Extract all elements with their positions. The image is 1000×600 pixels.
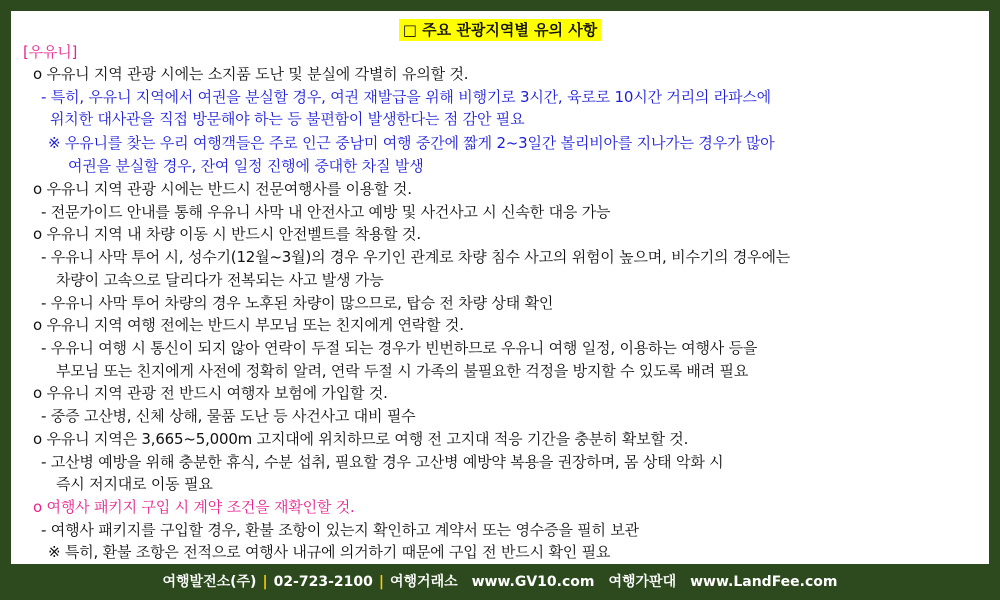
list-item: 차량이 고속으로 달리다가 전복되는 사고 발생 가능 — [56, 271, 384, 289]
notice-panel — [11, 11, 989, 564]
footer-separator: | — [378, 574, 384, 590]
footer-label-2: 여행가판대 — [608, 574, 677, 590]
list-item: - 고산병 예방을 위해 충분한 휴식, 수분 섭취, 필요할 경우 고산병 예방약 복용을 권장하며, 몸 상태 악화 시 — [41, 453, 724, 471]
footer-link-2[interactable]: www.LandFee.com — [690, 574, 838, 590]
footer-phone: 02-723-2100 — [273, 574, 373, 590]
list-item: 위치한 대사관을 직접 방문해야 하는 등 불편함이 발생한다는 점 감안 필요 — [50, 110, 525, 128]
footer-link-1[interactable]: www.GV10.com — [471, 574, 595, 590]
list-item: - 전문가이드 안내를 통해 우유니 사막 내 안전사고 예방 및 사건사고 시 신속한 대응 가능 — [41, 203, 611, 221]
footer-bar — [0, 568, 1000, 596]
list-item: - 우유니 사막 투어 시, 성수기(12월~3월)의 경우 우기인 관계로 차량 침수 사고의 위험이 높으며, 비수기의 경우에는 — [41, 248, 791, 266]
list-item: - 여행사 패키지를 구입할 경우, 환불 조항이 있는지 확인하고 계약서 또는 영수증을 필히 보관 — [41, 521, 639, 539]
section-heading: [우유니] — [23, 43, 78, 61]
list-item: 즉시 저지대로 이동 필요 — [56, 475, 213, 493]
list-item: o 우유니 지역은 3,665~5,000m 고지대에 위치하므로 여행 전 고지대 적응 기간을 충분히 확보할 것. — [33, 430, 689, 448]
list-item: ※ 특히, 환불 조항은 전적으로 여행사 내규에 의거하기 때문에 구입 전 반드시 확인 필요 — [48, 543, 611, 561]
list-item: o 우유니 지역 관광 시에는 반드시 전문여행사를 이용할 것. — [33, 180, 412, 198]
list-item: o 우유니 지역 여행 전에는 반드시 부모님 또는 친지에게 연락할 것. — [33, 316, 464, 334]
list-item: ※ 우유니를 찾는 우리 여행객들은 주로 인근 중남미 여행 중간에 짧게 2~3일간 볼리비아를 지나가는 경우가 많아 — [48, 134, 775, 152]
list-item: 여권을 분실할 경우, 잔여 일정 진행에 중대한 차질 발생 — [68, 157, 424, 175]
list-item: o 우유니 지역 관광 전 반드시 여행자 보험에 가입할 것. — [33, 384, 388, 402]
list-item: 부모님 또는 친지에게 사전에 정확히 알려, 연락 두절 시 가족의 불필요한 걱정을 방지할 수 있도록 배려 필요 — [56, 362, 749, 380]
list-item: - 우유니 사막 투어 차량의 경우 노후된 차량이 많으므로, 탑승 전 차량 상태 확인 — [41, 294, 554, 312]
list-item: - 중증 고산병, 신체 상해, 물품 도난 등 사건사고 대비 필수 — [41, 407, 416, 425]
footer-label-1: 여행거래소 — [390, 574, 458, 590]
footer-separator: | — [262, 574, 268, 590]
list-item: o 여행사 패키지 구입 시 계약 조건을 재확인할 것. — [33, 498, 355, 516]
list-item: o 우유니 지역 내 차량 이동 시 반드시 안전벨트를 착용할 것. — [33, 225, 421, 243]
list-item: - 우유니 여행 시 통신이 되지 않아 연락이 두절 되는 경우가 빈번하므로 우유니 여행 일정, 이용하는 여행사 등을 — [41, 339, 758, 357]
footer-company: 여행발전소(주) — [162, 574, 257, 590]
list-item: o 우유니 지역 관광 시에는 소지품 도난 및 분실에 각별히 유의할 것. — [33, 65, 469, 83]
page-title: □ 주요 관광지역별 유의 사항 — [399, 19, 601, 41]
title-container — [11, 19, 989, 41]
list-item: - 특히, 우유니 지역에서 여권을 분실할 경우, 여권 재발급을 위해 비행기로 3시간, 육로로 10시간 거리의 라파스에 — [41, 88, 771, 106]
